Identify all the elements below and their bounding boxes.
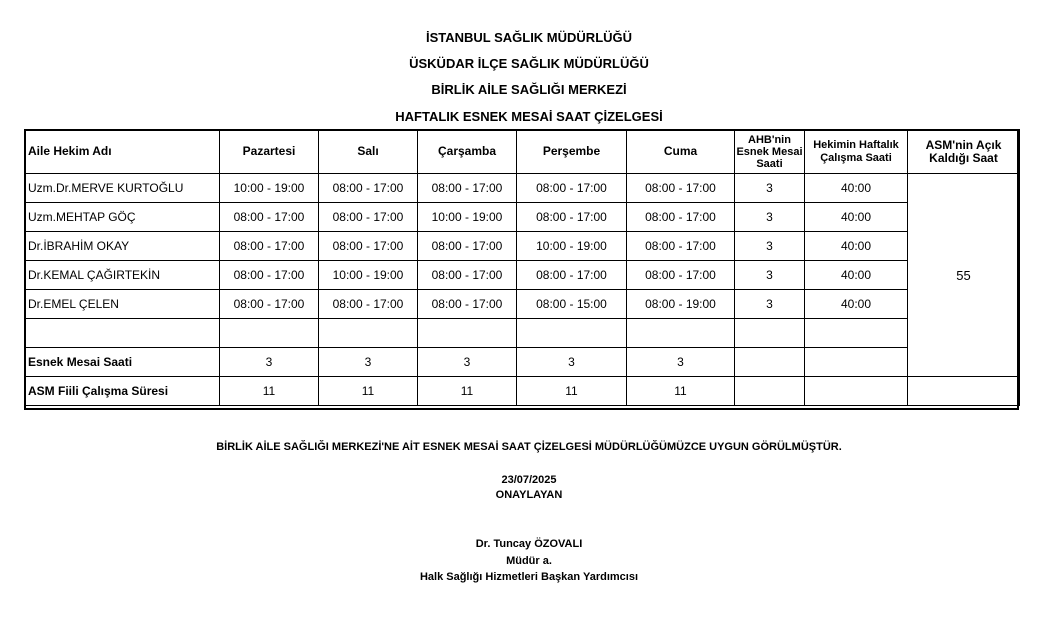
actual-work-label: ASM Fiili Çalışma Süresi: [25, 377, 220, 406]
flex-total-label: Esnek Mesai Saati: [25, 348, 220, 377]
actual-work-monday: 11: [220, 377, 319, 406]
monday-hours: 10:00 - 19:00: [220, 174, 319, 203]
empty-cell: [735, 377, 805, 406]
signer-name: Dr. Tuncay ÖZOVALI: [475, 538, 583, 550]
header-line-center: BİRLİK AİLE SAĞLIĞI MERKEZİ: [431, 82, 627, 97]
flex-hours: 3: [735, 261, 805, 290]
header-tuesday: Salı: [319, 130, 418, 174]
actual-work-thursday: 11: [517, 377, 627, 406]
flex-hours: 3: [735, 203, 805, 232]
wednesday-hours: 08:00 - 17:00: [418, 290, 517, 319]
actual-work-friday: 11: [627, 377, 735, 406]
friday-hours: 08:00 - 17:00: [627, 232, 735, 261]
schedule-table: [24, 129, 1020, 406]
table-row: [25, 174, 1020, 203]
doctor-name: Dr.KEMAL ÇAĞIRTEKİN: [25, 261, 220, 290]
signer-role: Müdür a.: [506, 555, 552, 567]
wednesday-hours: 08:00 - 17:00: [418, 261, 517, 290]
tuesday-hours: 08:00 - 17:00: [319, 232, 418, 261]
thursday-hours: 08:00 - 15:00: [517, 290, 627, 319]
header-wednesday: Çarşamba: [418, 130, 517, 174]
header-doctor-name: Aile Hekim Adı: [25, 130, 220, 174]
header-weekly-hours: Hekimin Haftalık Çalışma Saati: [805, 130, 908, 174]
weekly-hours: 40:00: [805, 203, 908, 232]
wednesday-hours: 08:00 - 17:00: [418, 174, 517, 203]
thursday-hours: 08:00 - 17:00: [517, 203, 627, 232]
flex-hours: 3: [735, 232, 805, 261]
monday-hours: 08:00 - 17:00: [220, 261, 319, 290]
table-row: [25, 261, 1020, 290]
flex-total-tuesday: 3: [319, 348, 418, 377]
wednesday-hours: 08:00 - 17:00: [418, 232, 517, 261]
friday-hours: 08:00 - 17:00: [627, 203, 735, 232]
empty-cell: [220, 319, 319, 348]
table-row: [25, 290, 1020, 319]
empty-cell: [25, 319, 220, 348]
flex-total-thursday: 3: [517, 348, 627, 377]
empty-cell: [805, 377, 908, 406]
flex-total-row: [25, 348, 1020, 377]
doctor-name: Dr.İBRAHİM OKAY: [25, 232, 220, 261]
weekly-hours: 40:00: [805, 290, 908, 319]
weekly-hours: 40:00: [805, 232, 908, 261]
flex-total-monday: 3: [220, 348, 319, 377]
flex-total-wednesday: 3: [418, 348, 517, 377]
approval-statement: BİRLİK AİLE SAĞLIĞI MERKEZİ'NE AİT ESNEK MESAİ SAAT ÇİZELGESİ MÜDÜRLÜĞÜMÜZCE UYGUN GÖRÜLMÜŞTÜR.: [216, 441, 842, 453]
tuesday-hours: 10:00 - 19:00: [319, 261, 418, 290]
open-hours-value: 55: [908, 174, 1020, 377]
document-title: HAFTALIK ESNEK MESAİ SAAT ÇİZELGESİ: [395, 109, 663, 124]
header-thursday: Perşembe: [517, 130, 627, 174]
flex-total-friday: 3: [627, 348, 735, 377]
monday-hours: 08:00 - 17:00: [220, 203, 319, 232]
empty-cell: [805, 319, 908, 348]
empty-cell: [517, 319, 627, 348]
monday-hours: 08:00 - 17:00: [220, 232, 319, 261]
empty-cell: [627, 319, 735, 348]
thursday-hours: 08:00 - 17:00: [517, 261, 627, 290]
header-monday: Pazartesi: [220, 130, 319, 174]
tuesday-hours: 08:00 - 17:00: [319, 174, 418, 203]
signer-title: Halk Sağlığı Hizmetleri Başkan Yardımcısı: [419, 571, 639, 583]
weekly-hours: 40:00: [805, 261, 908, 290]
empty-cell: [805, 348, 908, 377]
actual-work-tuesday: 11: [319, 377, 418, 406]
monday-hours: 08:00 - 17:00: [220, 290, 319, 319]
header-open-hours: ASM'nin Açık Kaldığı Saat: [908, 130, 1020, 174]
thursday-hours: 08:00 - 17:00: [517, 174, 627, 203]
actual-work-wednesday: 11: [418, 377, 517, 406]
weekly-hours: 40:00: [805, 174, 908, 203]
doctor-name: Uzm.Dr.MERVE KURTOĞLU: [25, 174, 220, 203]
approver-label: ONAYLAYAN: [495, 489, 563, 501]
table-row: [25, 232, 1020, 261]
header-line-district: ÜSKÜDAR İLÇE SAĞLIK MÜDÜRLÜĞÜ: [409, 56, 649, 71]
doctor-name: Dr.EMEL ÇELEN: [25, 290, 220, 319]
friday-hours: 08:00 - 17:00: [627, 174, 735, 203]
empty-cell: [319, 319, 418, 348]
header-flex-hours: AHB'nin Esnek Mesai Saati: [735, 130, 805, 174]
empty-cell: [735, 348, 805, 377]
empty-cell: [735, 319, 805, 348]
thursday-hours: 10:00 - 19:00: [517, 232, 627, 261]
doctor-name: Uzm.MEHTAP GÖÇ: [25, 203, 220, 232]
friday-hours: 08:00 - 17:00: [627, 261, 735, 290]
header-friday: Cuma: [627, 130, 735, 174]
tuesday-hours: 08:00 - 17:00: [319, 290, 418, 319]
approval-date: 23/07/2025: [501, 474, 557, 486]
tuesday-hours: 08:00 - 17:00: [319, 203, 418, 232]
table-row: [25, 203, 1020, 232]
actual-work-row: [25, 377, 1020, 406]
flex-hours: 3: [735, 290, 805, 319]
header-line-province: İSTANBUL SAĞLIK MÜDÜRLÜĞÜ: [425, 30, 633, 45]
empty-cell: [908, 377, 1020, 406]
friday-hours: 08:00 - 19:00: [627, 290, 735, 319]
wednesday-hours: 10:00 - 19:00: [418, 203, 517, 232]
table-row-empty: [25, 319, 1020, 348]
empty-cell: [418, 319, 517, 348]
table-header-row: [25, 130, 1020, 174]
flex-hours: 3: [735, 174, 805, 203]
